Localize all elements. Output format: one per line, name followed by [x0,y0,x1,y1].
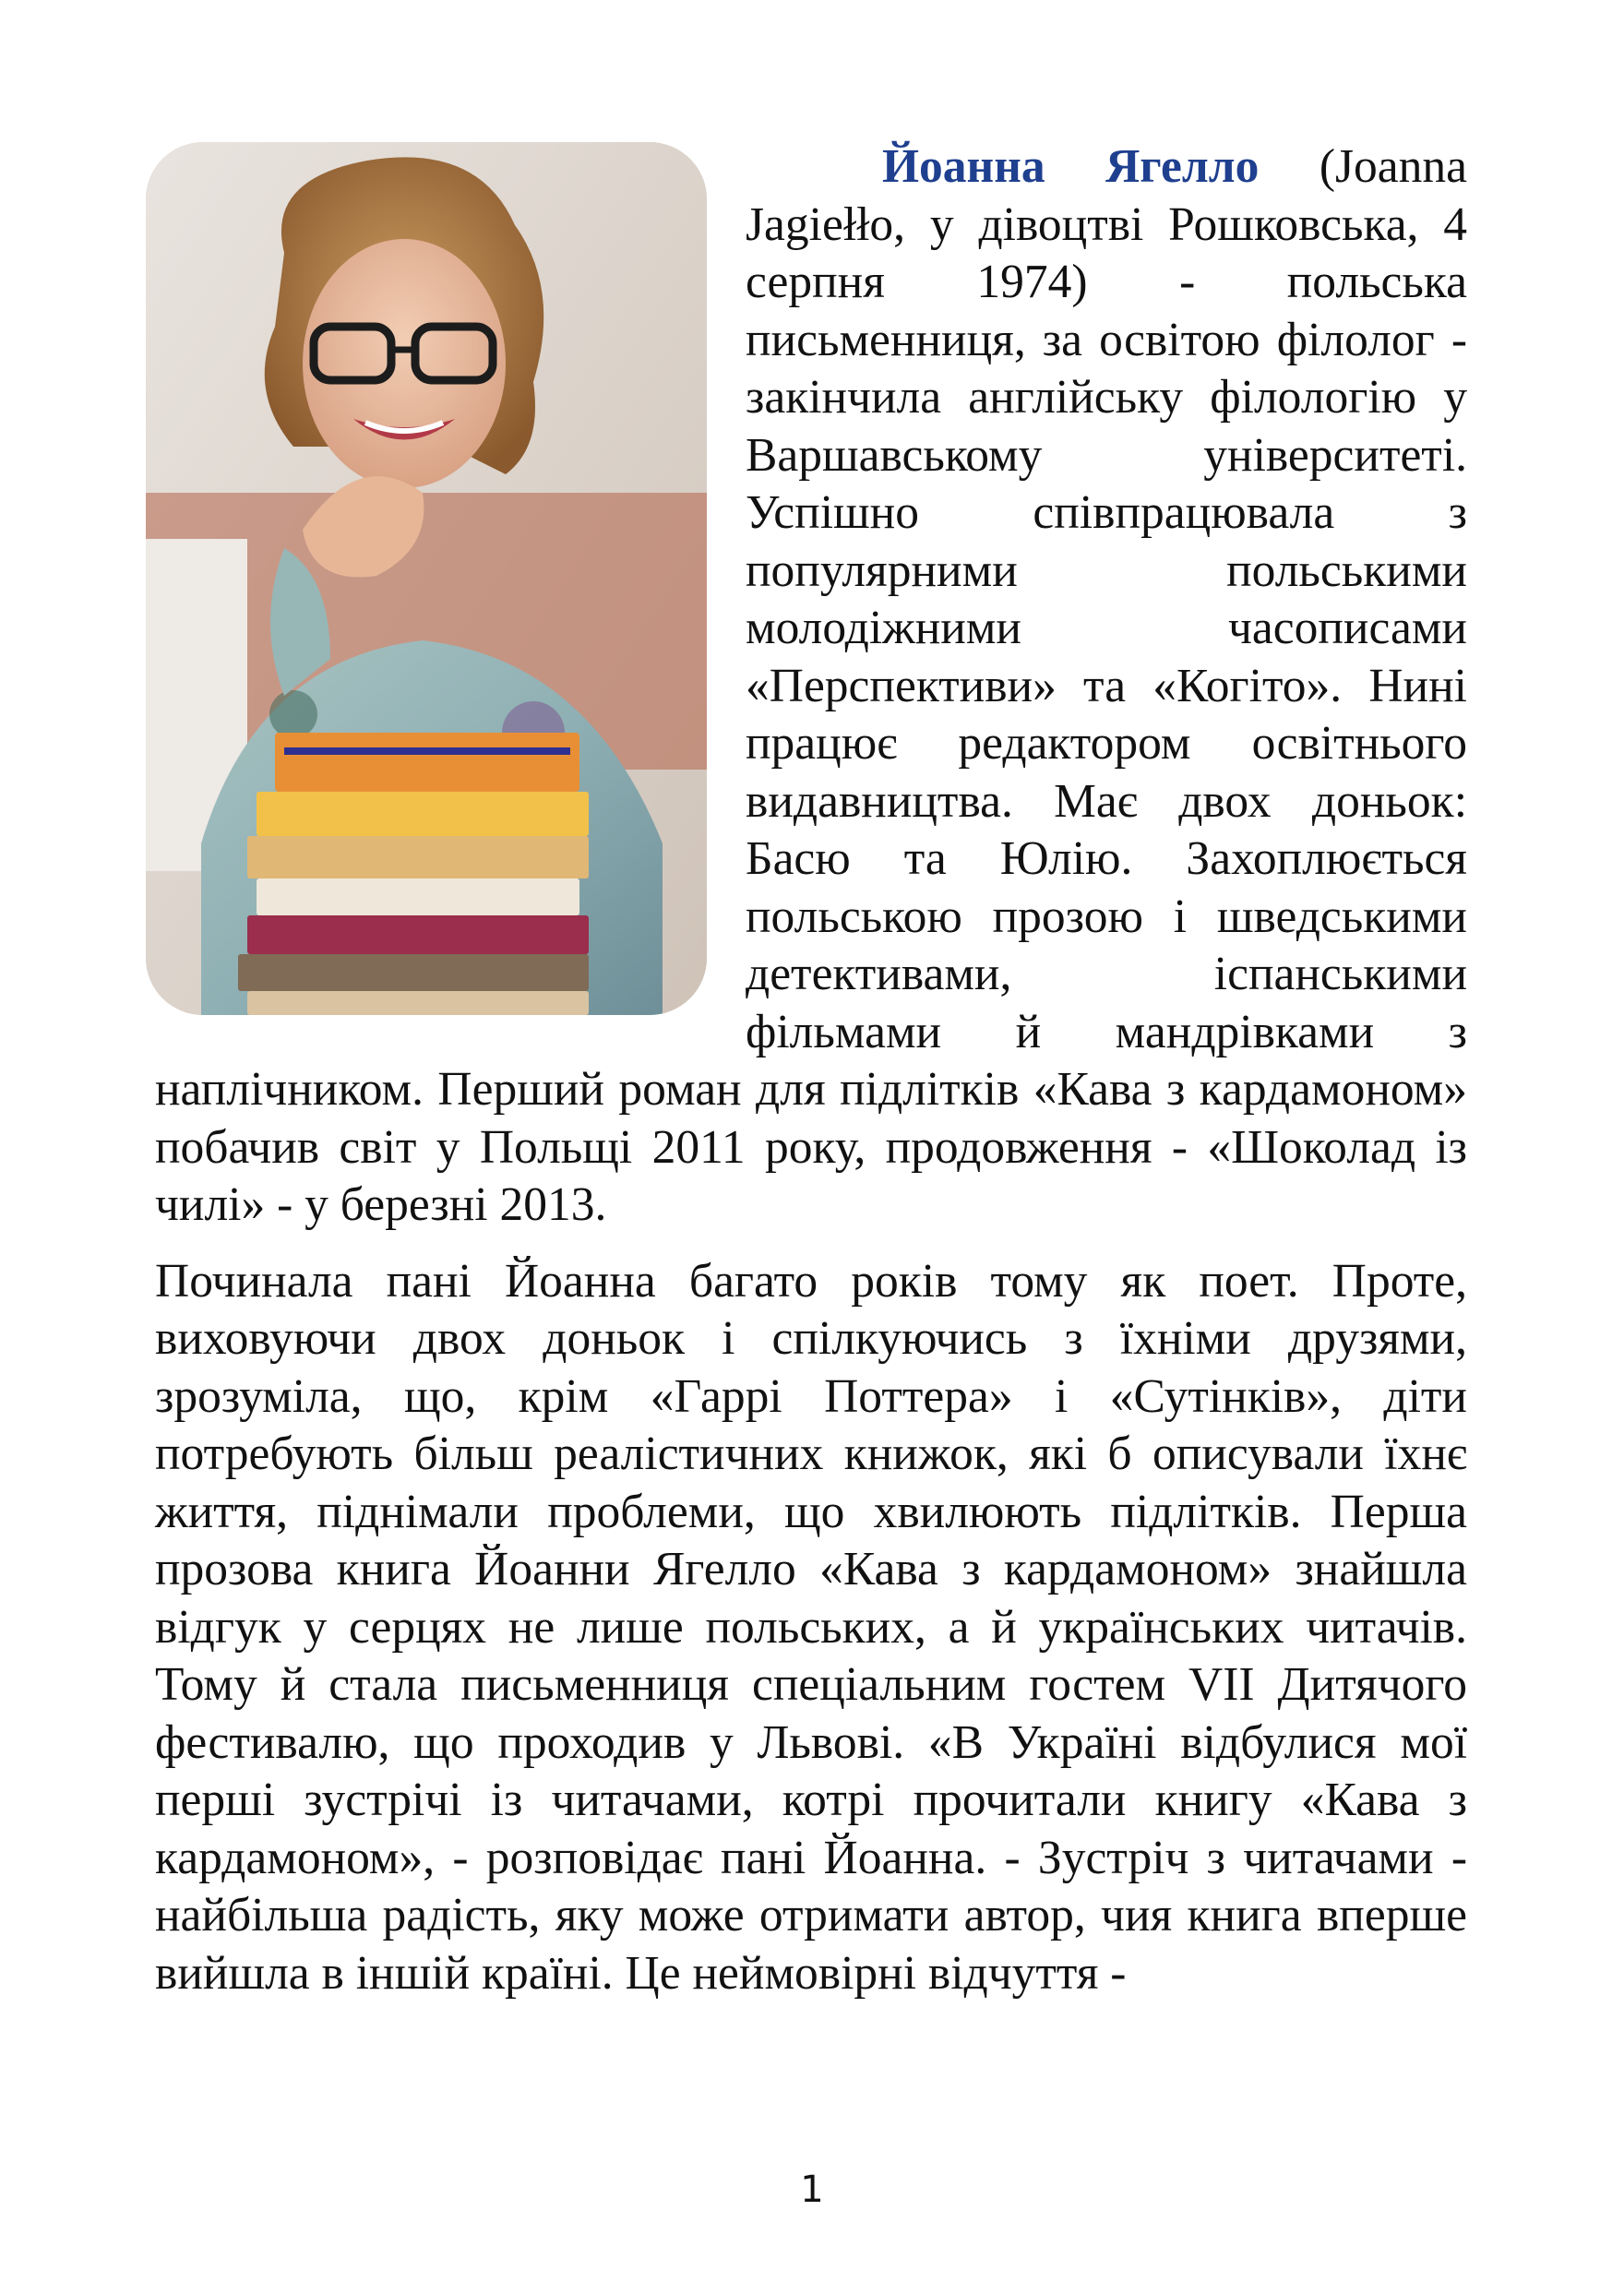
paragraph-1-text: (Joanna Jagiełło, у дівоцтві Рошковська, 4 серпня 1974) - польська письменниця, за освітою філолог - закінчила англійську філологію у Варшавському університеті. Успішно співпрацювала з популярними польськими молодіжними часописами «Перспективи» та «Когіто». Нині працює редактором освітнього видавництва. Має двох доньок: Басю та Юлію. Захоплюється польською прозою і шведськими детективами, іспанськими фільмами й мандрівками з наплічником. Перший роман для підлітків «Кава з кардамоном» побачив світ у Польщі 2011 року, продовження - «Шоколад із чилі» - у березні 2013. [155,140,1467,1231]
author-name: Йоанна Ягелло [882,140,1260,193]
author-photo [146,142,707,1015]
article-body [155,138,1467,2002]
book-stack-icon [238,733,589,1015]
author-photo-illustration [146,142,707,1015]
paragraph-2: Починала пані Йоанна багато років тому як поет. Проте, виховуючи двох доньок і спілкуючись з їхніми друзями, зрозуміла, що, крім «Гаррі Поттера» і «Сутінків», діти потребують більш реалістичних книжок, які б описували їхнє життя, піднімали проблеми, що хвилюють підлітків. Перша прозова книга Йоанни Ягелло «Кава з кардамоном» знайшла відгук у серцях не лише польських, а й українських читачів. Тому й стала письменниця спеціальним гостем VII Дитячого фестивалю, що проходив у Львові. «В Україні відбулися мої перші зустрічі із читачами, котрі прочитали книгу «Кава з кардамоном», - розповідає пані Йоанна. - Зустріч з читачами - найбільша радість, яку може отримати автор, чия книга вперше вийшла в іншій країні. Це неймовірні відчуття - [155,1254,1467,2000]
page-number: 1 [800,2168,824,2211]
